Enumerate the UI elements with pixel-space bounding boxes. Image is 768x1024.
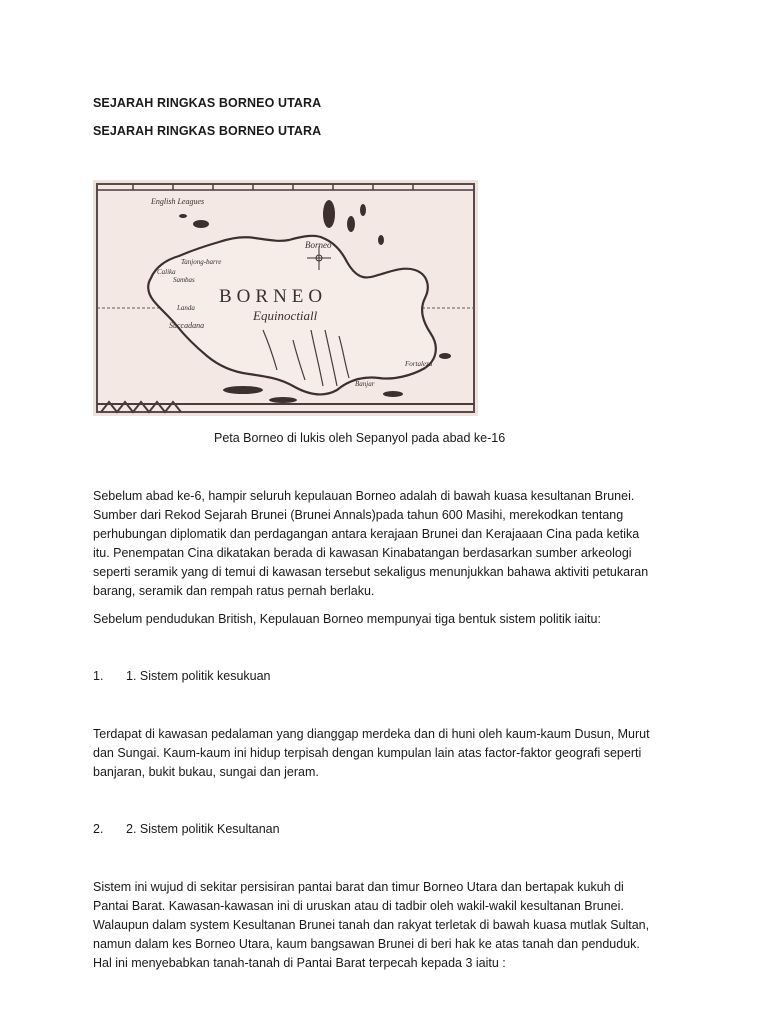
svg-text:Banjar: Banjar (355, 380, 375, 388)
paragraph-line: Pantai Barat. Kawasan-kawasan ini di uruskan atau di tadbir oleh wakil-wakil kesultanan Brunei. (93, 899, 624, 913)
borneo-map-image (93, 180, 478, 416)
document-subtitle: SEJARAH RINGKAS BORNEO UTARA (93, 124, 322, 138)
paragraph-line: Walaupun dalam system Kesultanan Brunei tanah dan rakyat terletak di bawah kuasa mutlak Sultan, (93, 918, 650, 932)
list-item-label: 2. Sistem politik Kesultanan (126, 822, 280, 836)
paragraph-line: barang, seramik dan rempah ratus pernah berlaku. (93, 584, 375, 598)
paragraph-line: perhubungan diplomatik dan perdagangan antara kerajaan Brunei dan Kerajaaan Cina pada ketika (93, 527, 640, 541)
svg-text:Tanjong-barre: Tanjong-barre (181, 258, 222, 266)
paragraph-line: banjaran, bukit bukau, sungai dan jeram. (93, 765, 319, 779)
list-number: 2. (93, 822, 104, 836)
paragraph-tribal (93, 725, 693, 782)
svg-text:Calika: Calika (157, 268, 176, 276)
list-item-label: 1. Sistem politik kesukuan (126, 669, 271, 683)
paragraph-line: Sumber dari Rekod Sejarah Brunei (Brunei Annals)pada tahun 600 Masihi, merekodkan tentang (93, 508, 624, 522)
list-item-tribal-system (93, 669, 271, 683)
paragraph-political-systems: Sebelum pendudukan British, Kepulauan Borneo mempunyai tiga bentuk sistem politik iaitu: (93, 612, 601, 626)
list-item-sultanate-system (93, 822, 280, 836)
svg-text:Borneo: Borneo (305, 240, 332, 250)
paragraph-sultanate (93, 878, 693, 973)
paragraph-line: Terdapat di kawasan pedalaman yang dianggap merdeka dan di huni oleh kaum-kaum Dusun, Murut (93, 727, 650, 741)
svg-text:Equinoctiall: Equinoctiall (253, 308, 318, 323)
svg-text:Fortaleza: Fortaleza (405, 360, 433, 368)
paragraph-line: Hal ini menyebabkan tanah-tanah di Pantai Barat terpecah kepada 3 iaitu : (93, 956, 506, 970)
svg-text:English Leagues: English Leagues (151, 197, 205, 206)
paragraph-intro (93, 487, 693, 601)
document-title: SEJARAH RINGKAS BORNEO UTARA (93, 96, 322, 110)
svg-text:BORNEO: BORNEO (219, 286, 328, 307)
paragraph-line: seperti seramik yang di temui di kawasan tersebut sekaligus menunjukkan bahawa aktiviti petukaran (93, 565, 649, 579)
paragraph-line: namun dalam kes Borneo Utara, kaum bangsawan Brunei di beri hak ke atas tanah dan penduduk. (93, 937, 640, 951)
paragraph-line: itu. Penempatan Cina dikatakan berada di kawasan Kinabatangan berdasarkan sumber arkeologi (93, 546, 632, 560)
paragraph-line: dan Sungai. Kaum-kaum ini hidup terpisah dengan kumpulan lain atas factor-faktor geografi seperti (93, 746, 642, 760)
map-caption: Peta Borneo di lukis oleh Sepanyol pada abad ke-16 (214, 431, 506, 445)
paragraph-line: Sebelum abad ke-6, hampir seluruh kepulauan Borneo adalah di bawah kuasa kesultanan Brunei. (93, 489, 635, 503)
svg-text:Succadana: Succadana (169, 321, 205, 330)
list-number: 1. (93, 669, 104, 683)
svg-text:Landa: Landa (177, 304, 195, 312)
paragraph-line: Sistem ini wujud di sekitar persisiran pantai barat dan timur Borneo Utara dan bertapak kukuh di (93, 880, 624, 894)
svg-text:Sambas: Sambas (173, 276, 195, 284)
